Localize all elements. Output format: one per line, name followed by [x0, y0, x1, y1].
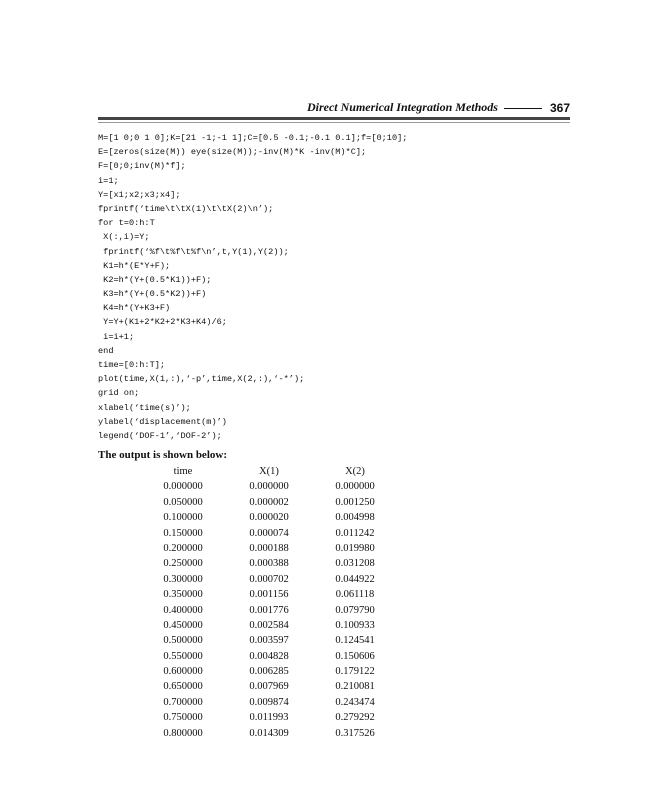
x2-cell: 0.100933: [335, 619, 375, 631]
column-header-x1: X(1): [259, 466, 279, 477]
x1-cell: 0.014309: [249, 727, 289, 739]
code-line: end: [98, 345, 114, 356]
time-cell: 0.400000: [163, 604, 203, 616]
code-line: F=[0;0;inv(M)*f];: [98, 161, 186, 172]
code-line: fprintf(‘time\t\tX(1)\t\tX(2)\n’);: [98, 203, 274, 214]
code-line: K3=h*(Y+(0.5*K2))+F): [98, 289, 207, 300]
table-row: [140, 633, 400, 648]
code-line: plot(time,X(1,:),‘-p’,time,X(2,:),‘-*’);: [98, 374, 305, 385]
x1-cell: 0.000702: [249, 573, 289, 585]
table-row: [140, 587, 400, 602]
x1-cell: 0.000074: [249, 527, 289, 539]
column-header-x2: X(2): [345, 466, 365, 477]
time-cell: 0.800000: [163, 727, 203, 739]
table-row: [140, 618, 400, 633]
table-row: [140, 541, 400, 556]
code-line: X(:,i)=Y;: [98, 232, 150, 243]
code-line: Y=Y+(K1+2*K2+2*K3+K4)/6;: [98, 317, 227, 328]
x2-cell: 0.061118: [335, 589, 375, 601]
x2-cell: 0.001250: [335, 496, 375, 508]
table-row: [140, 649, 400, 664]
x1-cell: 0.004828: [249, 650, 289, 662]
code-line: K1=h*(E*Y+F);: [98, 260, 171, 271]
code-line: K4=h*(Y+K3+F): [98, 303, 171, 314]
x2-cell: 0.124541: [335, 635, 375, 647]
code-line: xlabel(‘time(s)’);: [98, 402, 191, 413]
time-cell: 0.650000: [163, 681, 203, 693]
x1-cell: 0.000000: [249, 481, 289, 493]
code-line: i=1;: [98, 175, 119, 186]
x2-cell: 0.011242: [335, 527, 375, 539]
table-row: [140, 495, 400, 510]
x2-cell: 0.279292: [335, 712, 375, 724]
time-cell: 0.300000: [163, 573, 203, 585]
time-cell: 0.550000: [163, 650, 203, 662]
x1-cell: 0.001776: [249, 604, 289, 616]
x2-cell: 0.079790: [335, 604, 375, 616]
output-table: [140, 464, 400, 741]
header-dash: [504, 108, 542, 109]
x1-cell: 0.002584: [249, 619, 289, 631]
code-line: Y=[x1;x2;x3;x4];: [98, 189, 181, 200]
x2-cell: 0.243474: [335, 696, 375, 708]
x2-cell: 0.150606: [335, 650, 375, 662]
x2-cell: 0.000000: [335, 481, 375, 493]
x1-cell: 0.000020: [249, 512, 289, 524]
matlab-code-listing: [98, 131, 568, 443]
time-cell: 0.750000: [163, 712, 203, 724]
time-cell: 0.450000: [163, 619, 203, 631]
page-header: [98, 98, 570, 118]
table-row: [140, 510, 400, 525]
x1-cell: 0.001156: [249, 589, 289, 601]
page-number: 367: [549, 100, 570, 115]
time-cell: 0.350000: [163, 589, 203, 601]
code-line: fprintf(‘%f\t%f\t%f\n’,t,Y(1),Y(2));: [98, 246, 289, 257]
code-line: ylabel(‘displacement(m)’): [98, 416, 227, 427]
x1-cell: 0.000388: [249, 558, 289, 570]
table-row: [140, 726, 400, 741]
time-cell: 0.150000: [163, 527, 203, 539]
table-header-row: [140, 464, 400, 479]
table-row: [140, 526, 400, 541]
time-cell: 0.200000: [163, 542, 203, 554]
x1-cell: 0.009874: [249, 696, 289, 708]
x1-cell: 0.011993: [249, 712, 289, 724]
x1-cell: 0.000002: [249, 496, 289, 508]
table-row: [140, 572, 400, 587]
time-cell: 0.250000: [163, 558, 203, 570]
x2-cell: 0.210081: [335, 681, 375, 693]
x2-cell: 0.004998: [335, 512, 375, 524]
table-row: [140, 479, 400, 494]
table-row: [140, 695, 400, 710]
code-line: legend(‘DOF-1’,‘DOF-2’);: [98, 430, 222, 441]
time-cell: 0.050000: [163, 496, 203, 508]
output-intro: The output is shown below:: [98, 449, 227, 461]
x1-cell: 0.006285: [249, 666, 289, 678]
running-title: Direct Numerical Integration Methods: [306, 100, 498, 114]
column-header-time: time: [173, 466, 193, 477]
x2-cell: 0.317526: [335, 727, 375, 739]
table-row: [140, 603, 400, 618]
table-row: [140, 664, 400, 679]
code-line: grid on;: [98, 388, 140, 399]
x1-cell: 0.000188: [249, 542, 289, 554]
x2-cell: 0.179122: [335, 666, 375, 678]
header-text: [307, 100, 570, 115]
code-line: time=[0:h:T];: [98, 360, 166, 370]
x1-cell: 0.007969: [249, 681, 289, 693]
code-line: E=[zeros(size(M)) eye(size(M));-inv(M)*K -inv(M)*C];: [98, 147, 367, 158]
code-line: K2=h*(Y+(0.5*K1))+F);: [98, 274, 212, 285]
time-cell: 0.500000: [163, 635, 203, 647]
time-cell: 0.600000: [163, 666, 203, 678]
code-line: for t=0:h:T: [98, 218, 155, 229]
code-line: M=[1 0;0 1 0];K=[21 -1;-1 1];C=[0.5 -0.1;-0.1 0.1];f=[0;10];: [98, 133, 408, 143]
time-cell: 0.100000: [163, 512, 203, 524]
x2-cell: 0.031208: [335, 558, 375, 570]
code-line: i=i+1;: [98, 331, 135, 342]
table-row: [140, 710, 400, 725]
x1-cell: 0.003597: [249, 635, 289, 647]
header-rule-thin: [98, 122, 570, 123]
table-row: [140, 556, 400, 571]
table-row: [140, 679, 400, 694]
header-rule: [98, 117, 570, 120]
time-cell: 0.000000: [163, 481, 203, 493]
x2-cell: 0.019980: [335, 542, 375, 554]
time-cell: 0.700000: [163, 696, 203, 708]
x2-cell: 0.044922: [335, 573, 375, 585]
